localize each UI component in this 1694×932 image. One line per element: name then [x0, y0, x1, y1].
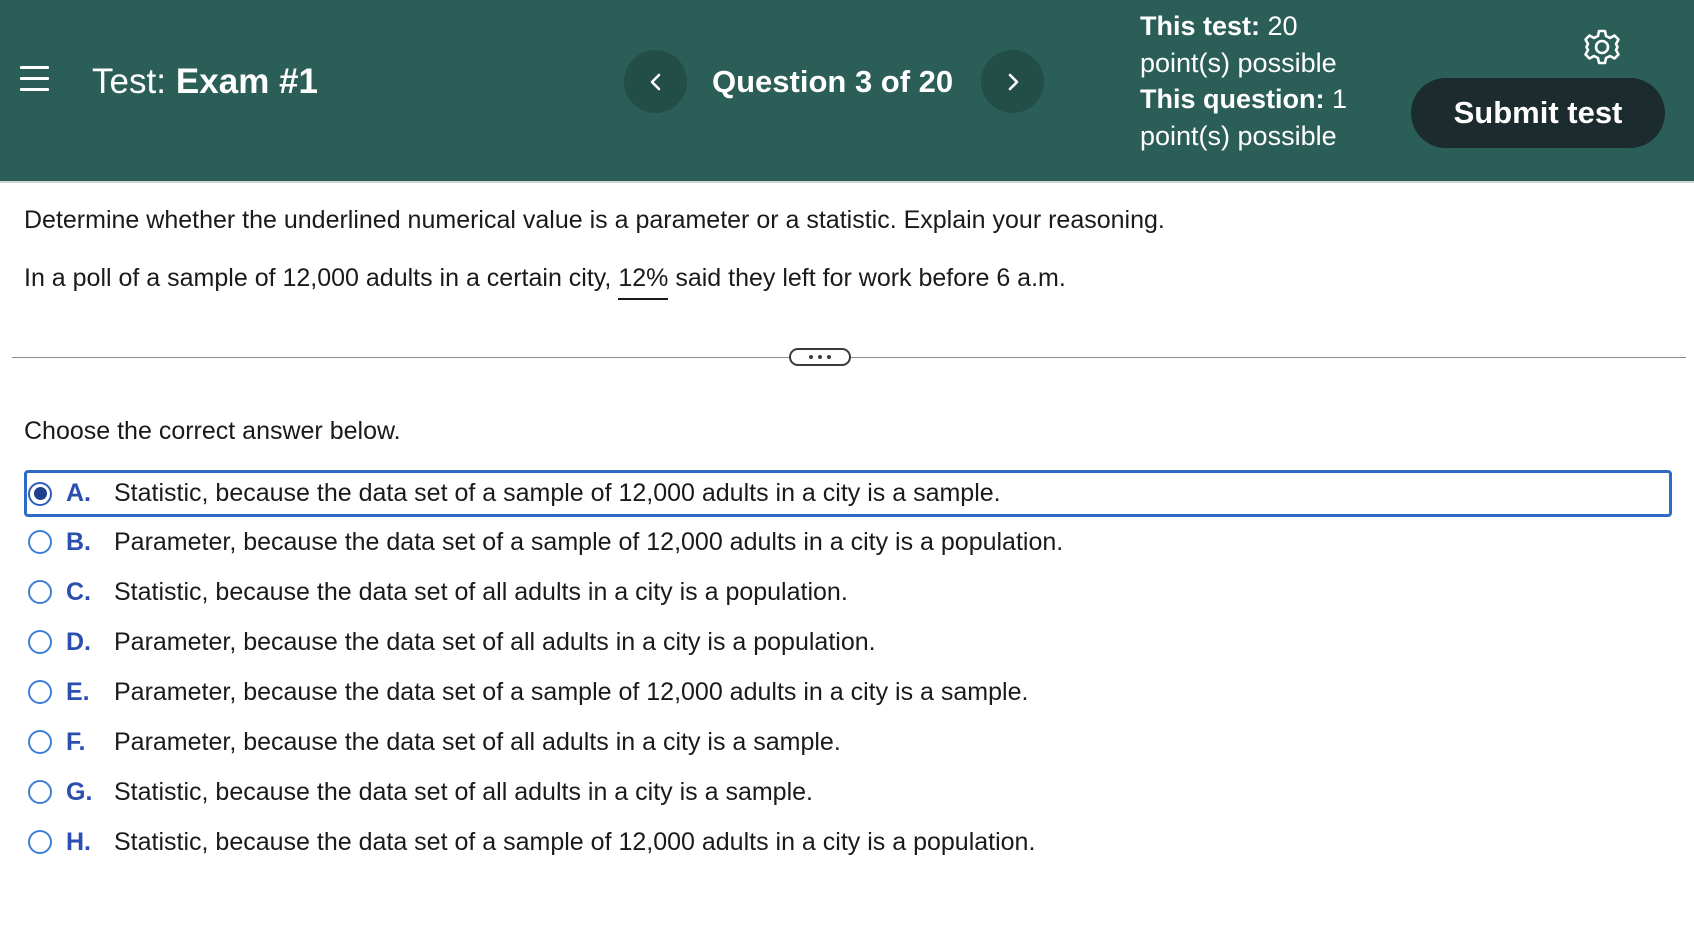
option-letter: F.: [66, 727, 86, 756]
option-letter: C.: [66, 577, 91, 606]
question-points-value: 1: [1332, 84, 1348, 114]
previous-question-button[interactable]: [624, 50, 687, 113]
question-points-label: This question:: [1140, 84, 1325, 114]
answer-prompt: Choose the correct answer below.: [24, 417, 401, 445]
answer-options: [24, 470, 1672, 867]
option-text: Statistic, because the data set of a sample of 12,000 adults in a city is a population.: [114, 827, 1036, 856]
radio-icon[interactable]: [28, 580, 52, 604]
submit-test-button[interactable]: Submit test: [1411, 78, 1665, 148]
radio-icon[interactable]: [28, 530, 52, 554]
option-letter: E.: [66, 677, 90, 706]
chevron-left-icon: [648, 72, 664, 92]
option-text: Parameter, because the data set of all adults in a city is a sample.: [114, 727, 841, 756]
option-text: Parameter, because the data set of a sample of 12,000 adults in a city is a population.: [114, 527, 1064, 556]
hamburger-menu-icon[interactable]: [20, 66, 50, 92]
option-letter: B.: [66, 527, 91, 556]
answer-option-b[interactable]: [24, 517, 1672, 567]
answer-option-f[interactable]: [24, 717, 1672, 767]
test-name: Exam #1: [175, 62, 318, 101]
problem-text-after: said they left for work before 6 a.m.: [675, 264, 1066, 292]
radio-selected-icon[interactable]: [28, 482, 52, 506]
option-text: Statistic, because the data set of a sample of 12,000 adults in a city is a sample.: [114, 479, 1001, 507]
expand-more-button[interactable]: [789, 348, 851, 366]
radio-icon[interactable]: [28, 730, 52, 754]
answer-option-a[interactable]: [24, 470, 1672, 517]
answer-option-h[interactable]: [24, 817, 1672, 867]
answer-option-c[interactable]: [24, 567, 1672, 617]
option-letter: H.: [66, 827, 91, 856]
underlined-value: 12%: [618, 261, 668, 300]
test-points-suffix: point(s) possible: [1140, 47, 1337, 78]
top-bar: [0, 0, 1694, 181]
question-counter: Question 3 of 20: [712, 64, 954, 99]
radio-icon[interactable]: [28, 680, 52, 704]
problem-text-before: In a poll of a sample of 12,000 adults in a certain city,: [24, 264, 612, 292]
next-question-button[interactable]: [981, 50, 1044, 113]
question-instructions: Determine whether the underlined numerical value is a parameter or a statistic. Explain your reasoning.: [24, 206, 1165, 234]
header-divider: [0, 181, 1694, 183]
test-points-label: This test:: [1140, 11, 1261, 41]
test-points-value: 20: [1267, 11, 1298, 41]
option-text: Parameter, because the data set of a sample of 12,000 adults in a city is a sample.: [114, 677, 1029, 706]
answer-option-e[interactable]: [24, 667, 1672, 717]
gear-icon[interactable]: [1582, 27, 1622, 67]
option-text: Statistic, because the data set of all adults in a city is a sample.: [114, 777, 813, 806]
test-title: [92, 60, 318, 104]
problem-statement: [24, 258, 1066, 300]
answer-option-g[interactable]: [24, 767, 1672, 817]
option-letter: G.: [66, 777, 93, 806]
option-letter: D.: [66, 627, 91, 656]
option-text: Statistic, because the data set of all adults in a city is a population.: [114, 577, 848, 606]
points-info: [1140, 8, 1380, 154]
question-points-suffix: point(s) possible: [1140, 120, 1337, 151]
answer-option-d[interactable]: [24, 617, 1672, 667]
test-title-prefix: Test:: [92, 62, 166, 101]
radio-icon[interactable]: [28, 830, 52, 854]
option-text: Parameter, because the data set of all adults in a city is a population.: [114, 627, 876, 656]
chevron-right-icon: [1005, 72, 1021, 92]
radio-icon[interactable]: [28, 780, 52, 804]
radio-icon[interactable]: [28, 630, 52, 654]
option-letter: A.: [66, 479, 91, 507]
